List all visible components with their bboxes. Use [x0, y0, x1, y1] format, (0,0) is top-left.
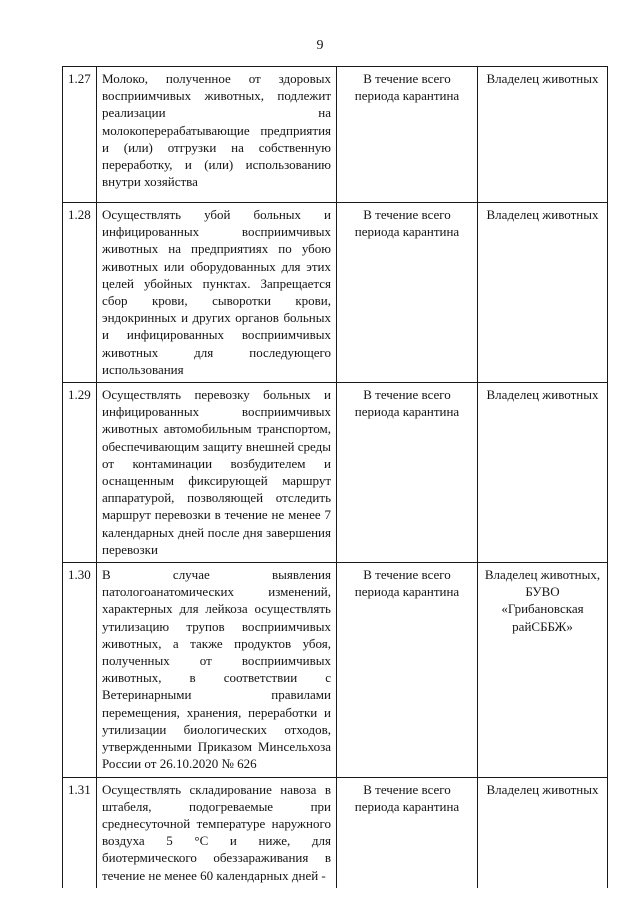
row-number: 1.28 [63, 203, 97, 383]
responsible-text: Владелец животных [478, 67, 608, 203]
action-text: Осуществлять складирование навоза в штабеля, подогреваемые при среднесуточной температуре наружного воздуха 5 °С и ниже, для биотермического обеззараживания в течение не менее 60 календарных дней - [97, 777, 337, 888]
responsible-text: Владелец животных [478, 203, 608, 383]
term-text: В течение всего периода карантина [337, 563, 478, 777]
responsible-text: Владелец животных [478, 777, 608, 888]
row-number: 1.27 [63, 67, 97, 203]
action-text: Осуществлять убой больных и инфицированных восприимчивых животных на предприятиях по убою животных или оборудованных для этих целей убойных пунктах. Запрещается сбор крови, сыворотки крови, эндокринных и других органов больных и инфицированных восприимчивых животных для последующего использования [97, 203, 337, 383]
action-text: Молоко, полученное от здоровых восприимчивых животных, подлежит реализации на молокоперерабатывающие предприятия и (или) отгрузки на собственную переработку, и (или) использованию внутри хозяйства [97, 67, 337, 203]
table-row [63, 67, 608, 203]
row-number: 1.30 [63, 563, 97, 777]
row-number: 1.29 [63, 383, 97, 563]
action-text: Осуществлять перевозку больных и инфицированных восприимчивых животных автомобильным транспортом, обеспечивающим защиту внешней среды от контаминации возбудителем и оснащенным фиксирующей маршрут аппаратурой, позволяющей отследить маршрут перевозки в течение не менее 7 календарных дней после дня завершения перевозки [97, 383, 337, 563]
table-row [63, 563, 608, 777]
table-row [63, 777, 608, 888]
measures-table [62, 66, 608, 888]
responsible-text: Владелец животных [478, 383, 608, 563]
table-row [63, 383, 608, 563]
term-text: В течение всего периода карантина [337, 777, 478, 888]
responsible-text: Владелец животных, БУВО «Грибановская райСББЖ» [478, 563, 608, 777]
row-number: 1.31 [63, 777, 97, 888]
term-text: В течение всего периода карантина [337, 203, 478, 383]
action-text: В случае выявления патологоанатомических изменений, характерных для лейкоза осуществлять утилизацию трупов восприимчивых животных, а также продуктов убоя, полученных от восприимчивых животных, в соответствии с Ветеринарными правилами перемещения, хранения, переработки и утилизации биологических отходов, утвержденными Приказом Минсельхоза России от 26.10.2020 № 626 [97, 563, 337, 777]
term-text: В течение всего периода карантина [337, 67, 478, 203]
term-text: В течение всего периода карантина [337, 383, 478, 563]
table-row [63, 203, 608, 383]
page-number: 9 [316, 38, 324, 53]
